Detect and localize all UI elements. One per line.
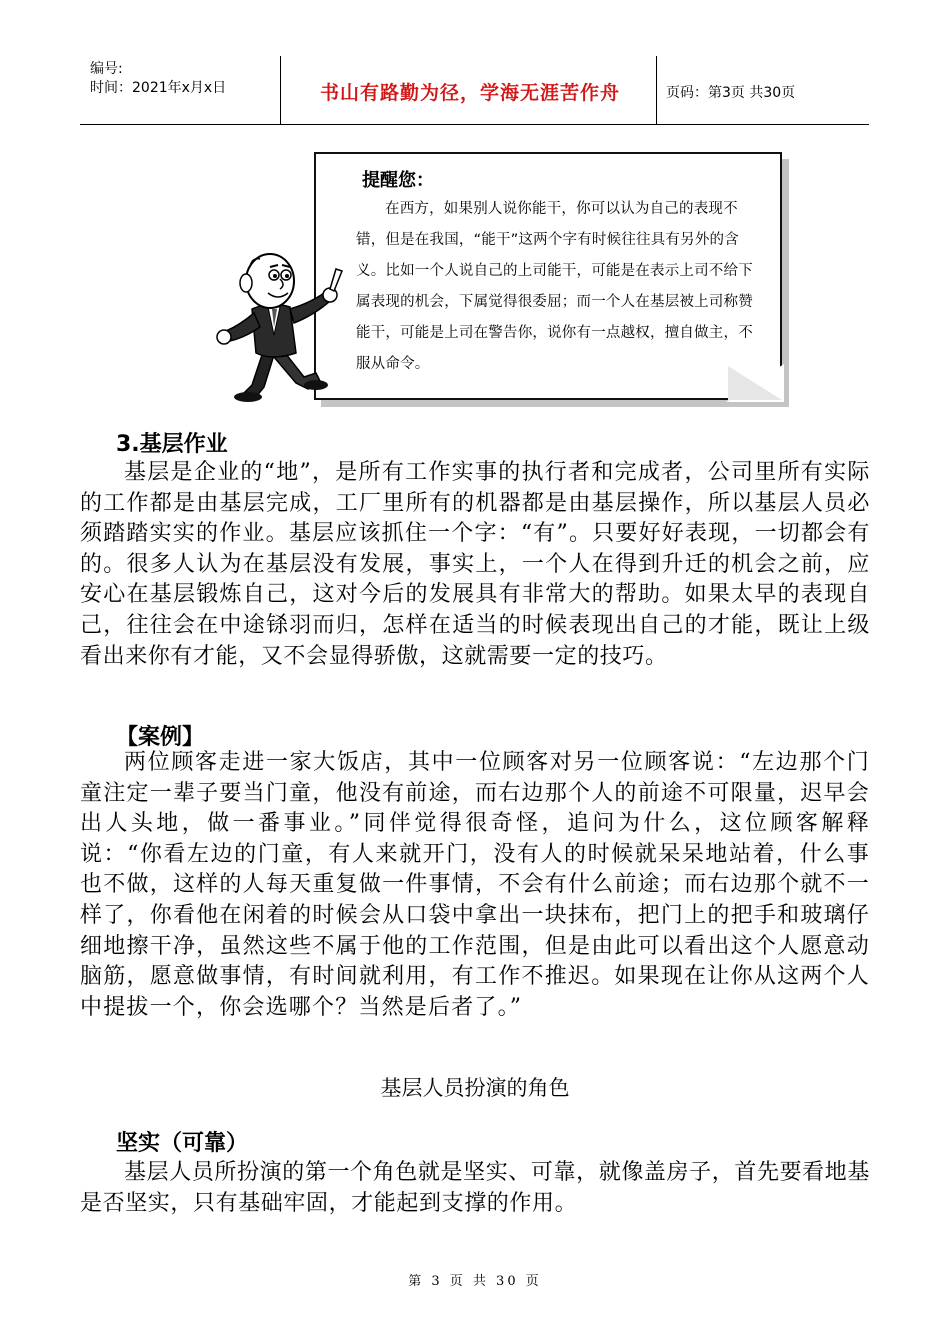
cartoon-businessman-illustration bbox=[212, 245, 348, 405]
header-divider bbox=[656, 56, 657, 124]
page-footer: 第 3 页 共 30 页 bbox=[408, 1274, 542, 1289]
header-meta bbox=[90, 60, 226, 98]
document-time-label: 时间：2021年x月x日 bbox=[90, 80, 227, 96]
page-curl-shadow bbox=[728, 366, 782, 400]
reminder-body: 在西方，如果别人说你能干，你可以认为自己的表现不错，但是在我国，“能干”这两个字有时候往往具有另外的含义。比如一个人说自己的上司能干，可能是在表示上司不给下属表现的机会，下属觉得很委屈；而一个人在基层被上司称赞能干，可能是上司在警告你，说你有一点越权，擅自做主，不服从命令。 bbox=[356, 201, 753, 372]
section-heading: 3.基层作业 bbox=[116, 432, 228, 457]
header-page-info: 页码：第3页 共30页 bbox=[666, 85, 796, 101]
case-paragraph: 两位顾客走进一家大饭店，其中一位顾客对另一位顾客说：“左边那个门童注定一辈子要当门童，他没有前途，而右边那个人的前途不可限量，迟早会出人头地，做一番事业。”同伴觉得很奇怪，追问为什么，这位顾客解释说：“你看左边的门童，有人来就开门，没有人的时候就呆呆地站着，什么事也不做，这样的人每天重复做一件事情，不会有什么前途；而右边那个就不一样了，你看他在闲着的时候会从口袋中拿出一块抹布，把门上的把手和玻璃仔细地擦干净，虽然这些不属于他的工作范围，但是由此可以看出这个人愿意动脑筋，愿意做事情，有时间就利用，有工作不推迟。如果现在让你从这两个人中提拔一个，你会选哪个？当然是后者了。” bbox=[80, 750, 870, 1020]
header-motto: 书山有路勤为径，学海无涯苦作舟 bbox=[319, 82, 620, 104]
reminder-title: 提醒您： bbox=[362, 170, 434, 191]
page-header bbox=[80, 56, 869, 125]
header-divider bbox=[280, 56, 281, 124]
roles-paragraph: 基层人员所扮演的第一个角色就是坚实、可靠，就像盖房子，首先要看地基是否坚实，只有基础牢固，才能起到支撑的作用。 bbox=[80, 1160, 870, 1216]
reminder-note bbox=[314, 152, 782, 400]
case-heading: 【案例】 bbox=[116, 725, 205, 750]
roles-subheading: 坚实（可靠） bbox=[116, 1131, 249, 1156]
roles-title: 基层人员扮演的角色 bbox=[380, 1076, 570, 1100]
document-number-label: 编号: bbox=[90, 61, 123, 77]
section-paragraph: 基层是企业的“地”，是所有工作实事的执行者和完成者，公司里所有实际的工作都是由基层完成，工厂里所有的机器都是由基层操作，所以基层人员必须踏踏实实的作业。基层应该抓住一个字：“有”。只要好好表现，一切都会有的。很多人认为在基层没有发展，事实上，一个人在得到升迁的机会之前，应安心在基层锻炼自己，这对今后的发展具有非常大的帮助。如果太早的表现自己，往往会在中途铩羽而归，怎样在适当的时候表现出自己的才能，既让上级看出来你有才能，又不会显得骄傲，这就需要一定的技巧。 bbox=[80, 460, 870, 669]
